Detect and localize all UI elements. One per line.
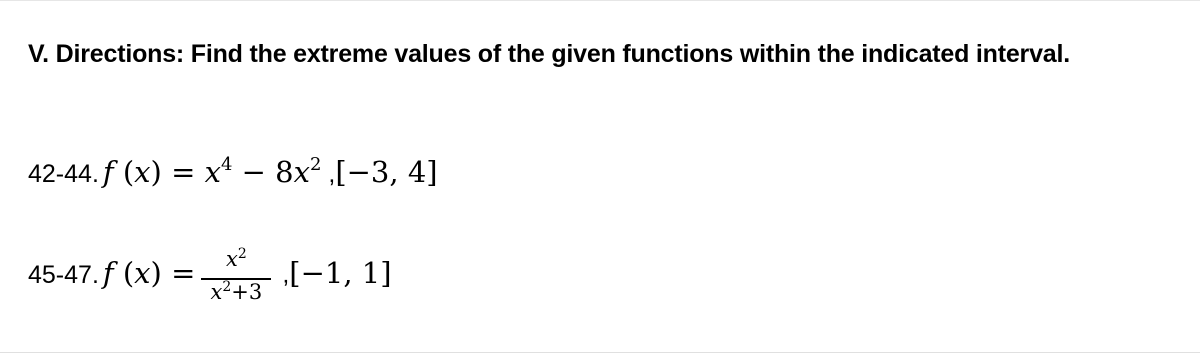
problem-label: 45-47. [28,260,99,289]
interval: [−1, 1] [289,255,392,290]
directions-heading: V. Directions: Find the extreme values of the given functions within the indicated interval. [28,40,1070,68]
function-expression: f $(x) = x^4 - 8x^2$ [102,154,322,189]
top-rule [0,0,1200,1]
interval: [−3, 4] [335,155,438,189]
function-fraction [201,247,271,311]
bottom-rule [0,352,1200,353]
fraction-denominator: $x^2+3$ [210,279,263,304]
problem-label: 42-44. [28,160,99,188]
function-lhs: f (x) = [102,255,196,290]
problem-45-47: 45-47. f (x) = $\frac{x^2}{x^2+3}$ ,[−1, 1] [28,247,392,311]
problem-42-44: 42-44. f $(x) = x^4 - 8x^2$ ,[−3, 4] [28,154,438,189]
fraction-numerator: $x^2$ [225,246,247,271]
